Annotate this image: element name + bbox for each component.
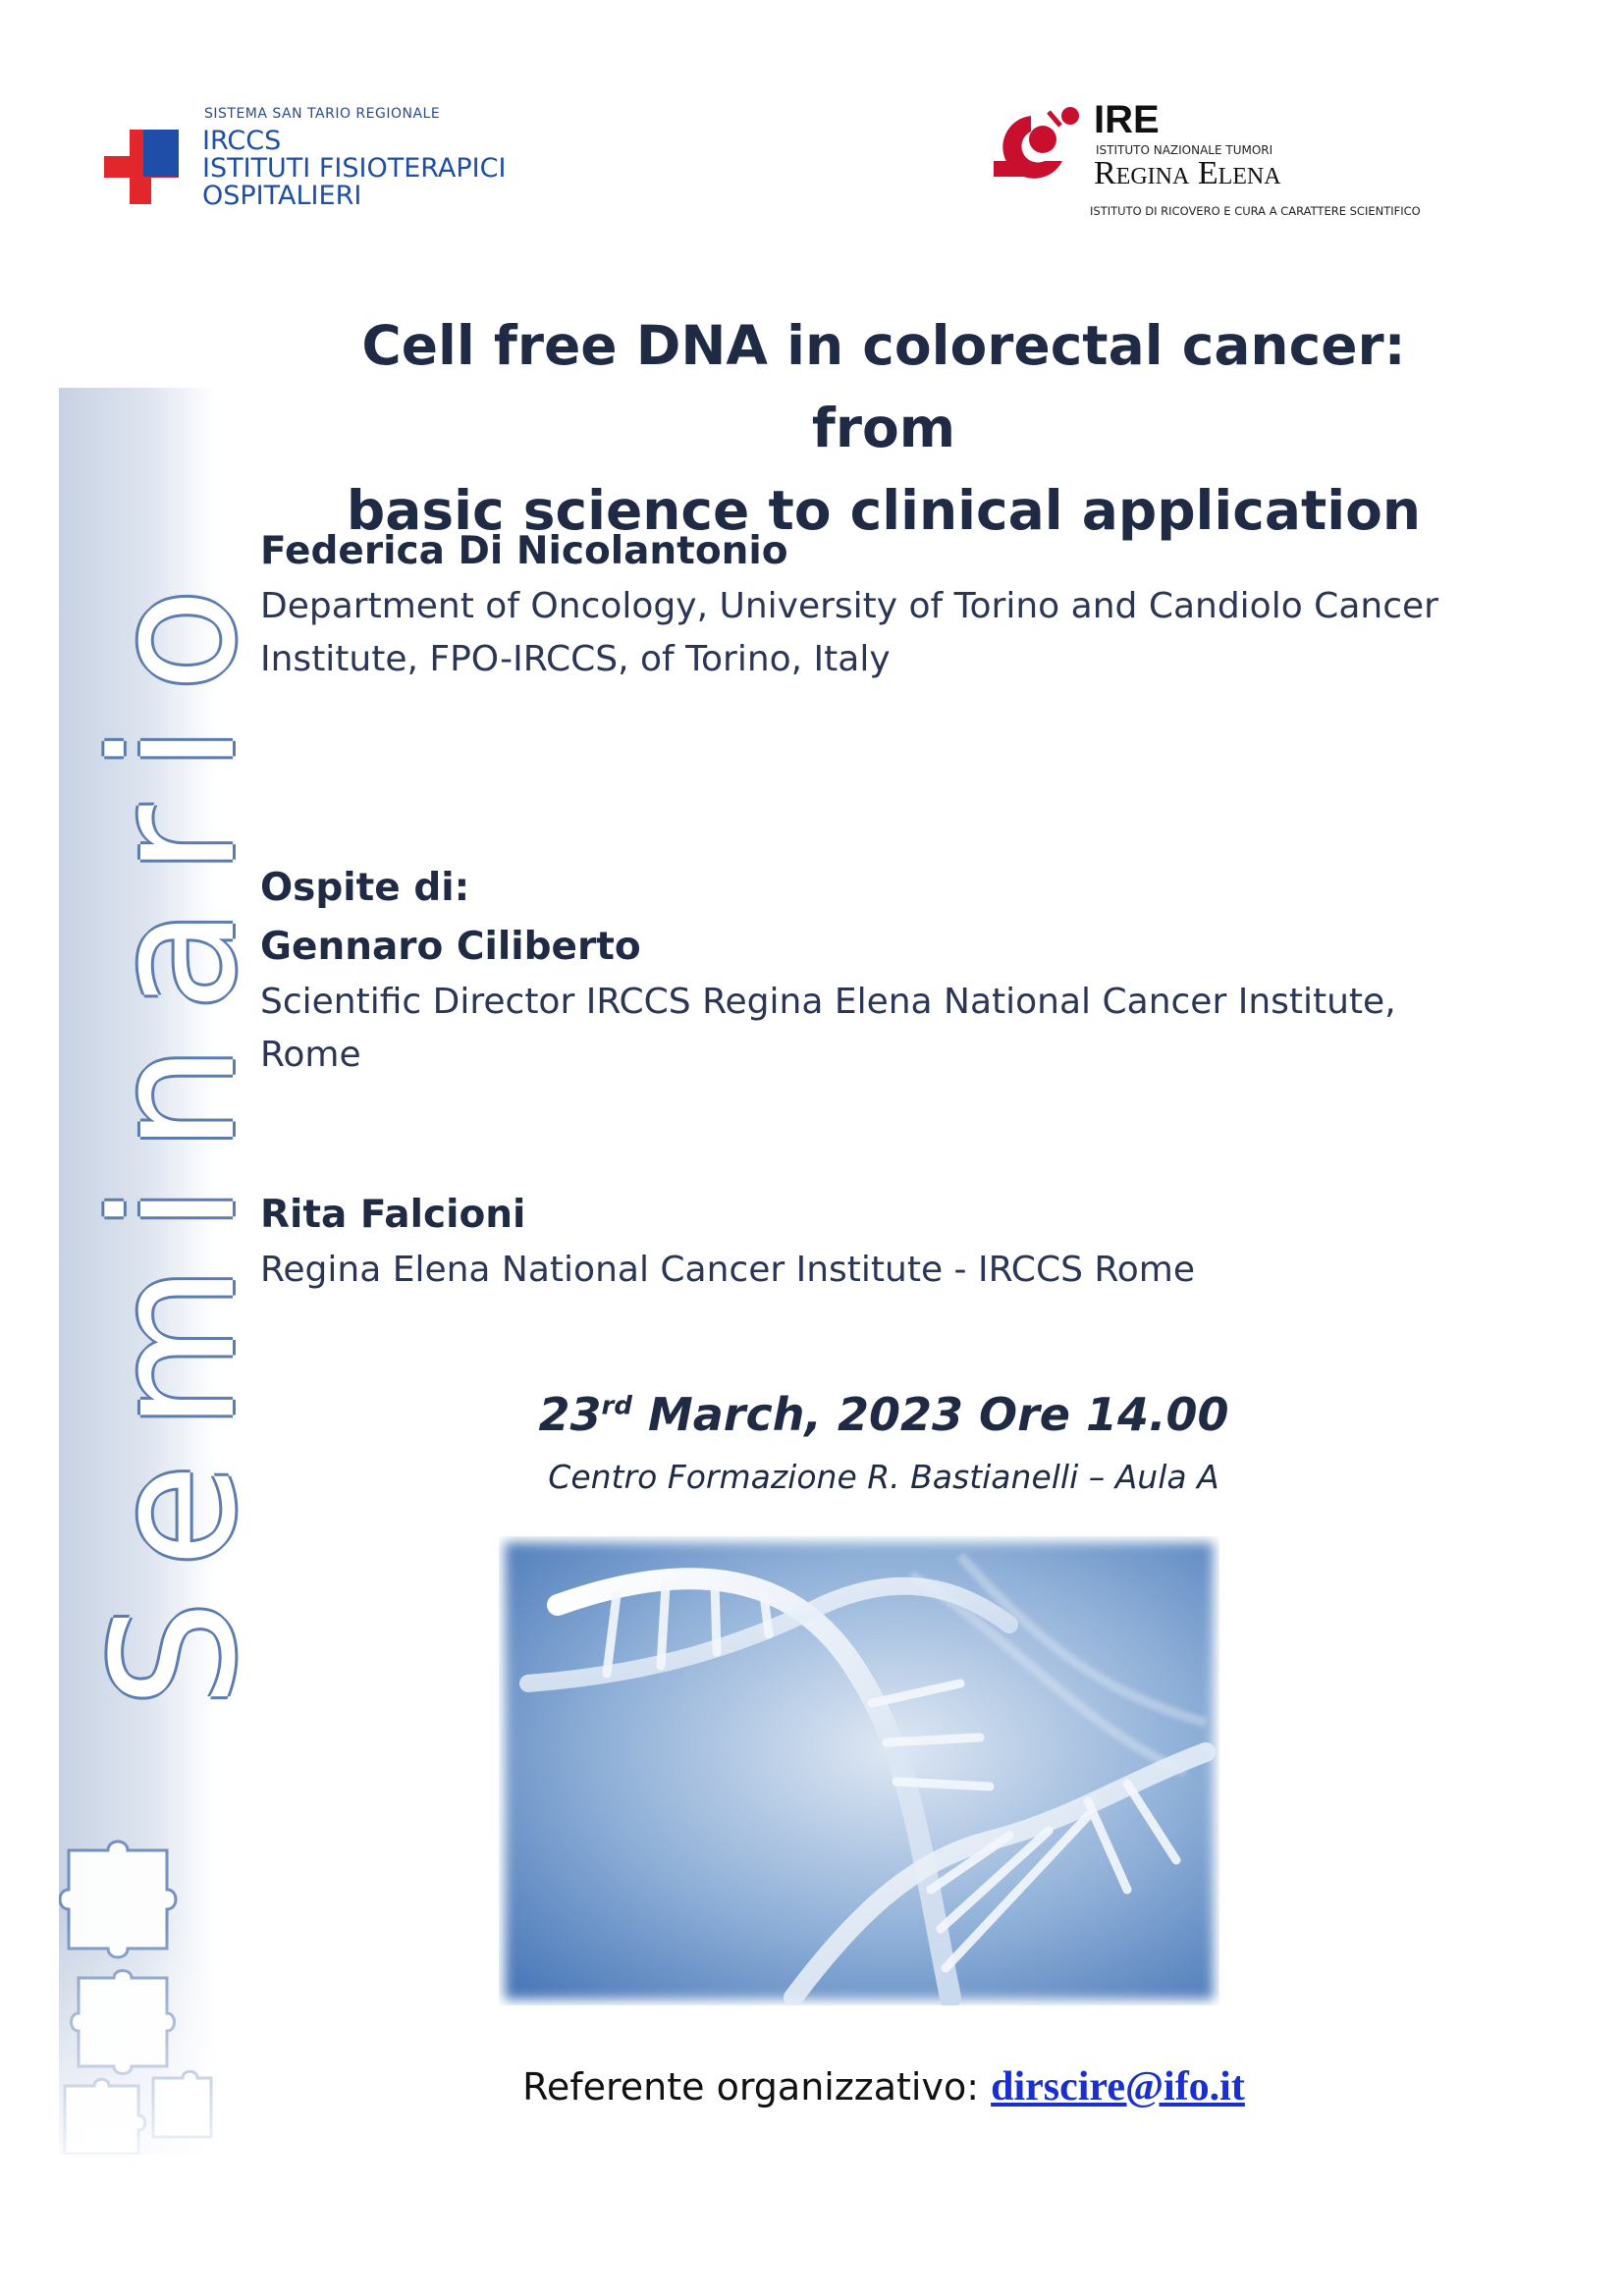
ire-bottom-text: ISTITUTO DI RICOVERO E CURA A CARATTERE SCIENTIFICO bbox=[1090, 204, 1421, 218]
host-1-affiliation-line-1: Scientific Director IRCCS Regina Elena National Cancer Institute, bbox=[260, 982, 1396, 1022]
ifo-line-3: OSPITALIERI bbox=[202, 181, 362, 211]
seminario-vertical-title: Seminario bbox=[76, 555, 273, 1708]
ifo-tagline: SISTEMA SAN TARIO REGIONALE bbox=[204, 106, 441, 122]
speaker-name: Federica Di Nicolantonio bbox=[260, 529, 788, 573]
speaker-affiliation-line-1: Department of Oncology, University of Torino and Candiolo Cancer bbox=[260, 586, 1438, 626]
host-1-name: Gennaro Ciliberto bbox=[260, 925, 641, 969]
ire-emblem-icon bbox=[992, 102, 1082, 194]
event-day-suffix: rd bbox=[601, 1391, 632, 1421]
event-date-rest: March, 2023 Ore 14.00 bbox=[631, 1388, 1229, 1441]
event-date bbox=[393, 1388, 1375, 1441]
contact-label: Referente organizzativo: bbox=[522, 2065, 992, 2109]
host-label: Ospite di: bbox=[260, 866, 470, 910]
contact-email-link[interactable]: dirscire@ifo.it bbox=[991, 2064, 1245, 2109]
seminar-title bbox=[295, 304, 1473, 552]
ifo-line-2: ISTITUTI FISIOTERAPICI bbox=[202, 153, 507, 184]
speaker-affiliation bbox=[260, 580, 1497, 686]
ifo-logo bbox=[102, 102, 534, 220]
speaker-affiliation-line-2: Institute, FPO-IRCCS, of Torino, Italy bbox=[260, 639, 891, 679]
event-venue: Centro Formazione R. Bastianelli – Aula A bbox=[548, 1458, 1219, 1496]
host-2-affiliation: Regina Elena National Cancer Institute - IRCCS Rome bbox=[260, 1250, 1196, 1290]
ifo-line-1: IRCCS bbox=[202, 126, 282, 156]
ire-logo bbox=[992, 98, 1443, 226]
host-2-name: Rita Falcioni bbox=[260, 1193, 526, 1237]
ire-subtitle: ISTITUTO NAZIONALE TUMORI bbox=[1096, 143, 1273, 157]
ire-acronym: IRE bbox=[1094, 98, 1160, 141]
title-line-2: basic science to clinical application bbox=[346, 479, 1422, 542]
title-line-1: Cell free DNA in colorectal cancer: from bbox=[361, 314, 1406, 459]
event-day: 23 bbox=[538, 1388, 602, 1441]
ire-name: Regina Elena bbox=[1094, 155, 1281, 191]
side-band-fade bbox=[59, 1919, 216, 2155]
host-1-affiliation-line-2: Rome bbox=[260, 1035, 361, 1075]
dna-helix-image bbox=[499, 1536, 1219, 2005]
contact-line bbox=[295, 2066, 1473, 2108]
blue-square-icon bbox=[143, 130, 179, 177]
host-1-affiliation bbox=[260, 976, 1497, 1082]
